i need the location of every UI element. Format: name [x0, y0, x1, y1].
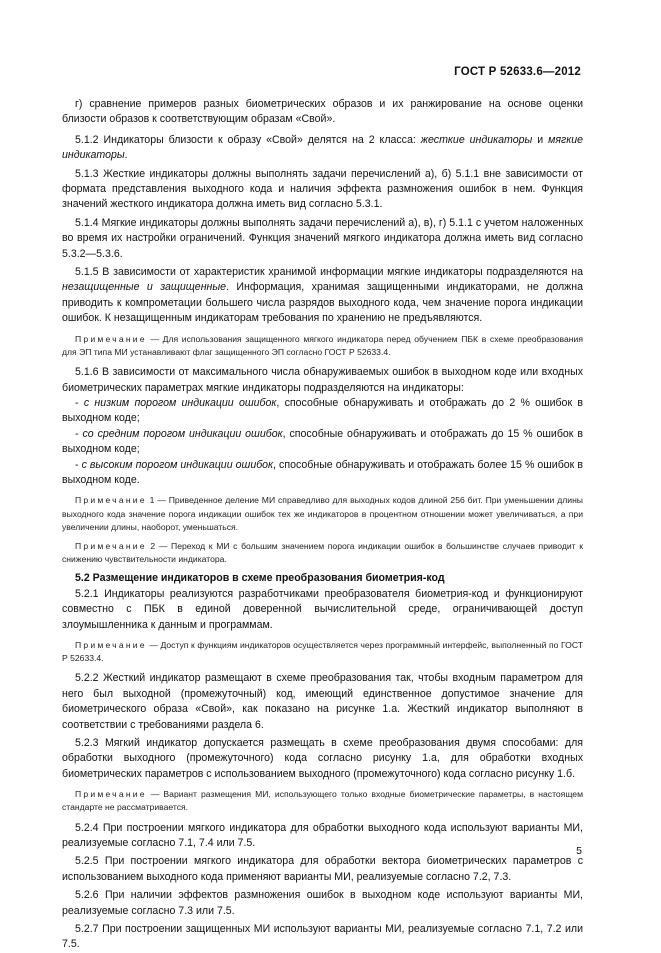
note-2-sensitivity: Примечание 2 — Переход к МИ с большим значением порога индикации ошибок в большинстве случаев приводит к снижению чувствительности индикатора.: [62, 540, 583, 565]
clause-5-2-7: 5.2.7 При построении защищенных МИ используют варианты МИ, реализуемые согласно 7.1, 7.2 или 7.5.: [62, 923, 583, 951]
section-heading-5-2: 5.2 Размещение индикаторов в схеме преобразования биометрия-код: [75, 572, 445, 585]
clause-5-1-3: 5.1.3 Жесткие индикаторы должны выполнять задачи перечислений а), б) 5.1.1 вне зависимости от формата представления выходного кода и наличия эффекта размножения ошибок в нем. Функция значений жесткого индикатора должна иметь вид согласно 5.3.1.: [62, 167, 583, 211]
list-item-g: г) сравнение примеров разных биометрических образов и их ранжирование на основе оценки близости образов к соответствующим образам «Свой».: [62, 98, 583, 126]
clause-5-2-3: 5.2.3 Мягкий индикатор допускается размещать в схеме преобразования двумя способами: для обработки выходного (промежуточного) кода согласно рисунку 1.а, для обработки входных биометрических параметров с использованием выходного (промежуточного) кода согласно рисунку 1.б.: [62, 737, 583, 780]
note-input-only-variant: Примечание — Вариант размещения МИ, использующего только входные биометрические параметры, в настоящем стандарте не рассматривается.: [62, 789, 583, 813]
list-item-high-threshold: - с высоким порогом индикации ошибок, способные обнаруживать и отображать более 15 % ошибок в выходном коде.: [62, 458, 583, 486]
clause-5-1-5: 5.1.5 В зависимости от характеристик хранимой информации мягкие индикаторы подразделяются на незащищенные и защищенные. Информация, хранимая защищенными индикаторами, не должна приводить к компрометации большего числа разрядов выходного кода, чем значение порога индикации ошибок. К незащищенным индикаторам требования по хранению не предъявляются.: [62, 266, 584, 325]
note-api-access: Примечание — Доступ к функциям индикаторов осуществляется через программный интерфейс, выполненный по ГОСТ Р 52633.4.: [62, 639, 583, 664]
clause-5-2-2: 5.2.2 Жесткий индикатор размещают в схеме преобразования так, чтобы входным параметром для него был выходной (промежуточный) код, имеющий единственное допустимое значение для биометрического образа «Свой», как показано на рисунке 1.а. Жесткий индикатор выполняют в соответствии с требованиями раздела 6.: [62, 672, 583, 731]
note-1-code-length: Примечание 1 — Приведенное деление МИ справедливо для выходных кодов длиной 256 бит. При уменьшении длины выходного кода значение порога индикации ошибок тех же индикаторов в процентном отношении может увеличиваться, а при увеличении длины, наоборот, уменьшаться.: [62, 495, 583, 532]
page-number: 5: [576, 845, 582, 857]
note-protected-indicator: Примечание — Для использования защищенного мягкого индикатора перед обучением ПБК в схеме преобразования для ЭП типа МИ устанавливают флаг защищенного ЭП согласно ГОСТ Р 52633.4.: [62, 333, 583, 357]
clause-5-1-2: 5.1.2 Индикаторы близости к образу «Свой» делятся на 2 класса: жесткие индикаторы и мягкие индикаторы.: [62, 133, 583, 162]
clause-5-2-4: 5.2.4 При построении мягкого индикатора для обработки выходного кода используют варианты МИ, реализуемые согласно 7.1, 7.4 или 7.5.: [62, 821, 583, 850]
clause-5-2-1: 5.2.1 Индикаторы реализуются разработчиками преобразователя биометрия-код и функционируют совместно с ПБК в единой доверенной вычислительной среде, ограничивающей доступ злоумышленника к данным и программам.: [62, 587, 583, 631]
clause-5-2-5: 5.2.5 При построении мягкого индикатора для обработки вектора биометрических параметров с использованием выходного кода применяют варианты МИ, реализуемые согласно 7.2, 7.3.: [62, 855, 583, 883]
list-item-low-threshold: - с низким порогом индикации ошибок, способные обнаруживать и отображать до 2 % ошибок в выходном коде;: [62, 396, 583, 425]
document-body: [62, 97, 583, 953]
clause-5-2-6: 5.2.6 При наличии эффектов размножения ошибок в выходном коде используют варианты МИ, реализуемые согласно 7.3 или 7.5.: [62, 889, 583, 917]
clause-5-1-4: 5.1.4 Мягкие индикаторы должны выполнять задачи перечислений а), в), г) 5.1.1 с учетом наложенных во время их настройки ограничений. Функция значений мягкого индикатора должна иметь вид согласно 5.3.2—5.3.6.: [62, 216, 583, 260]
document-header: ГОСТ Р 52633.6—2012: [454, 66, 581, 78]
clause-5-1-6: 5.1.6 В зависимости от максимального числа обнаруживаемых ошибок в выходном коде или входных биометрических параметрах мягкие индикаторы подразделяются на индикаторы:: [62, 366, 583, 394]
list-item-medium-threshold: - со средним порогом индикации ошибок, способные обнаруживать и отображать до 15 % ошибок в выходном коде;: [62, 427, 583, 456]
